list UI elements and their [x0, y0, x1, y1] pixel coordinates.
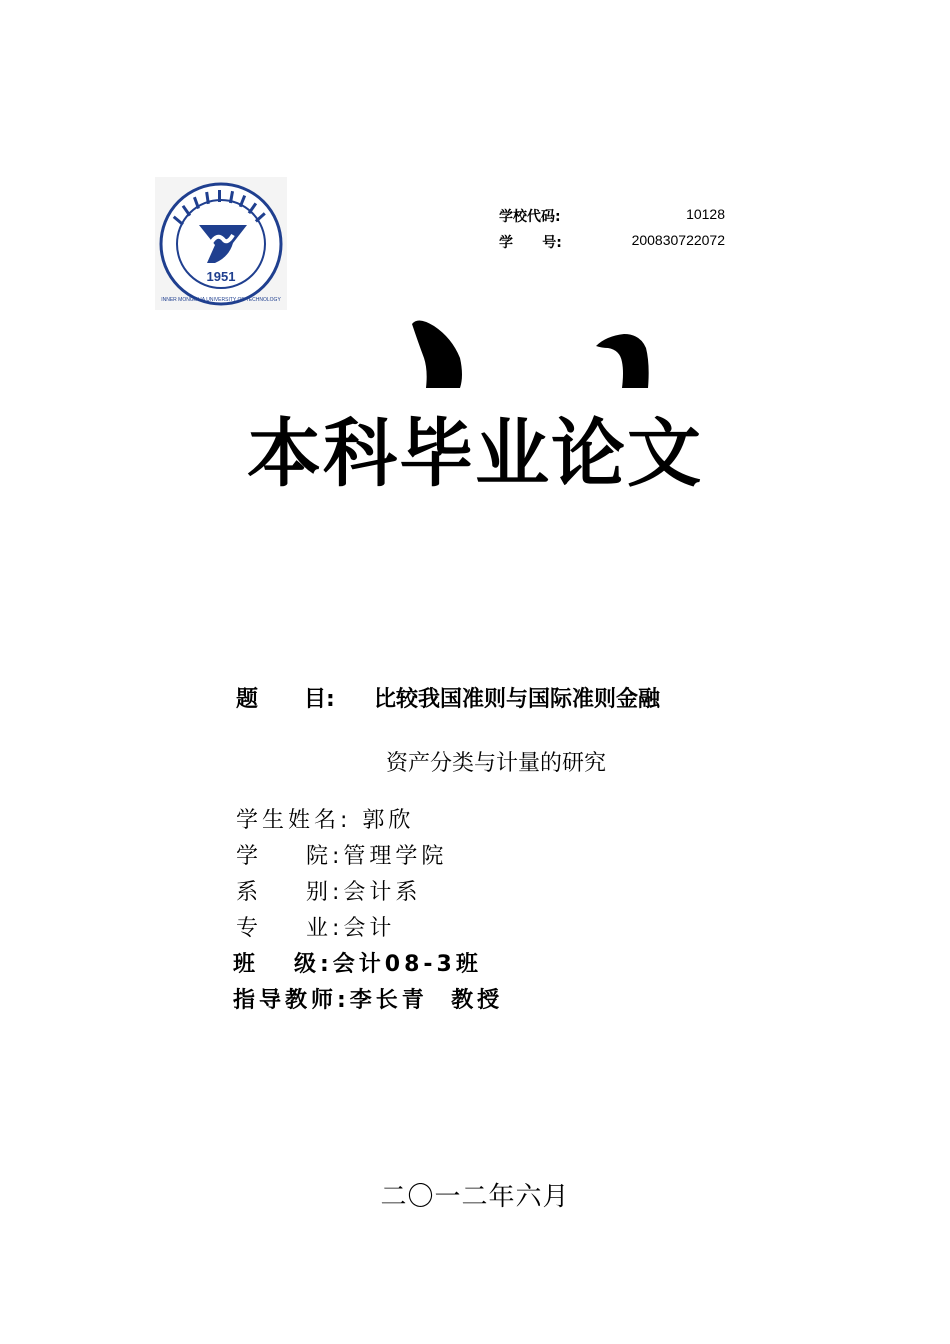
logo-year: 1951: [206, 269, 236, 284]
class-line: 班 级:会计08-3班: [233, 952, 482, 977]
topic-label: 题 目:: [236, 687, 335, 712]
left-black-mark: [408, 318, 466, 390]
school-code-label: 学校代码:: [499, 209, 561, 225]
department-line: 系 别:会计系: [236, 880, 422, 905]
student-id-value: 200830722072: [631, 232, 725, 248]
right-black-mark: [594, 332, 652, 390]
school-code-value: 10128: [686, 206, 725, 222]
university-logo: [155, 177, 287, 310]
advisor-line: 指导教师:李长青 教授: [233, 988, 504, 1013]
date: 二〇一二年六月: [380, 1182, 570, 1212]
thesis-title: 本科毕业论文: [247, 411, 703, 497]
topic-line-2: 资产分类与计量的研究: [386, 751, 607, 776]
college-line: 学 院:管理学院: [236, 844, 448, 869]
topic-line-1: 比较我国准则与国际准则金融: [374, 687, 661, 712]
major-line: 专 业:会计: [236, 916, 396, 941]
logo-ring-text: INNER MONGOLIA UNIVERSITY OF TECHNOLOGY: [161, 297, 281, 303]
student-id-label: 学 号:: [499, 235, 562, 251]
student-name-line: 学生姓名: 郭欣: [236, 808, 415, 833]
